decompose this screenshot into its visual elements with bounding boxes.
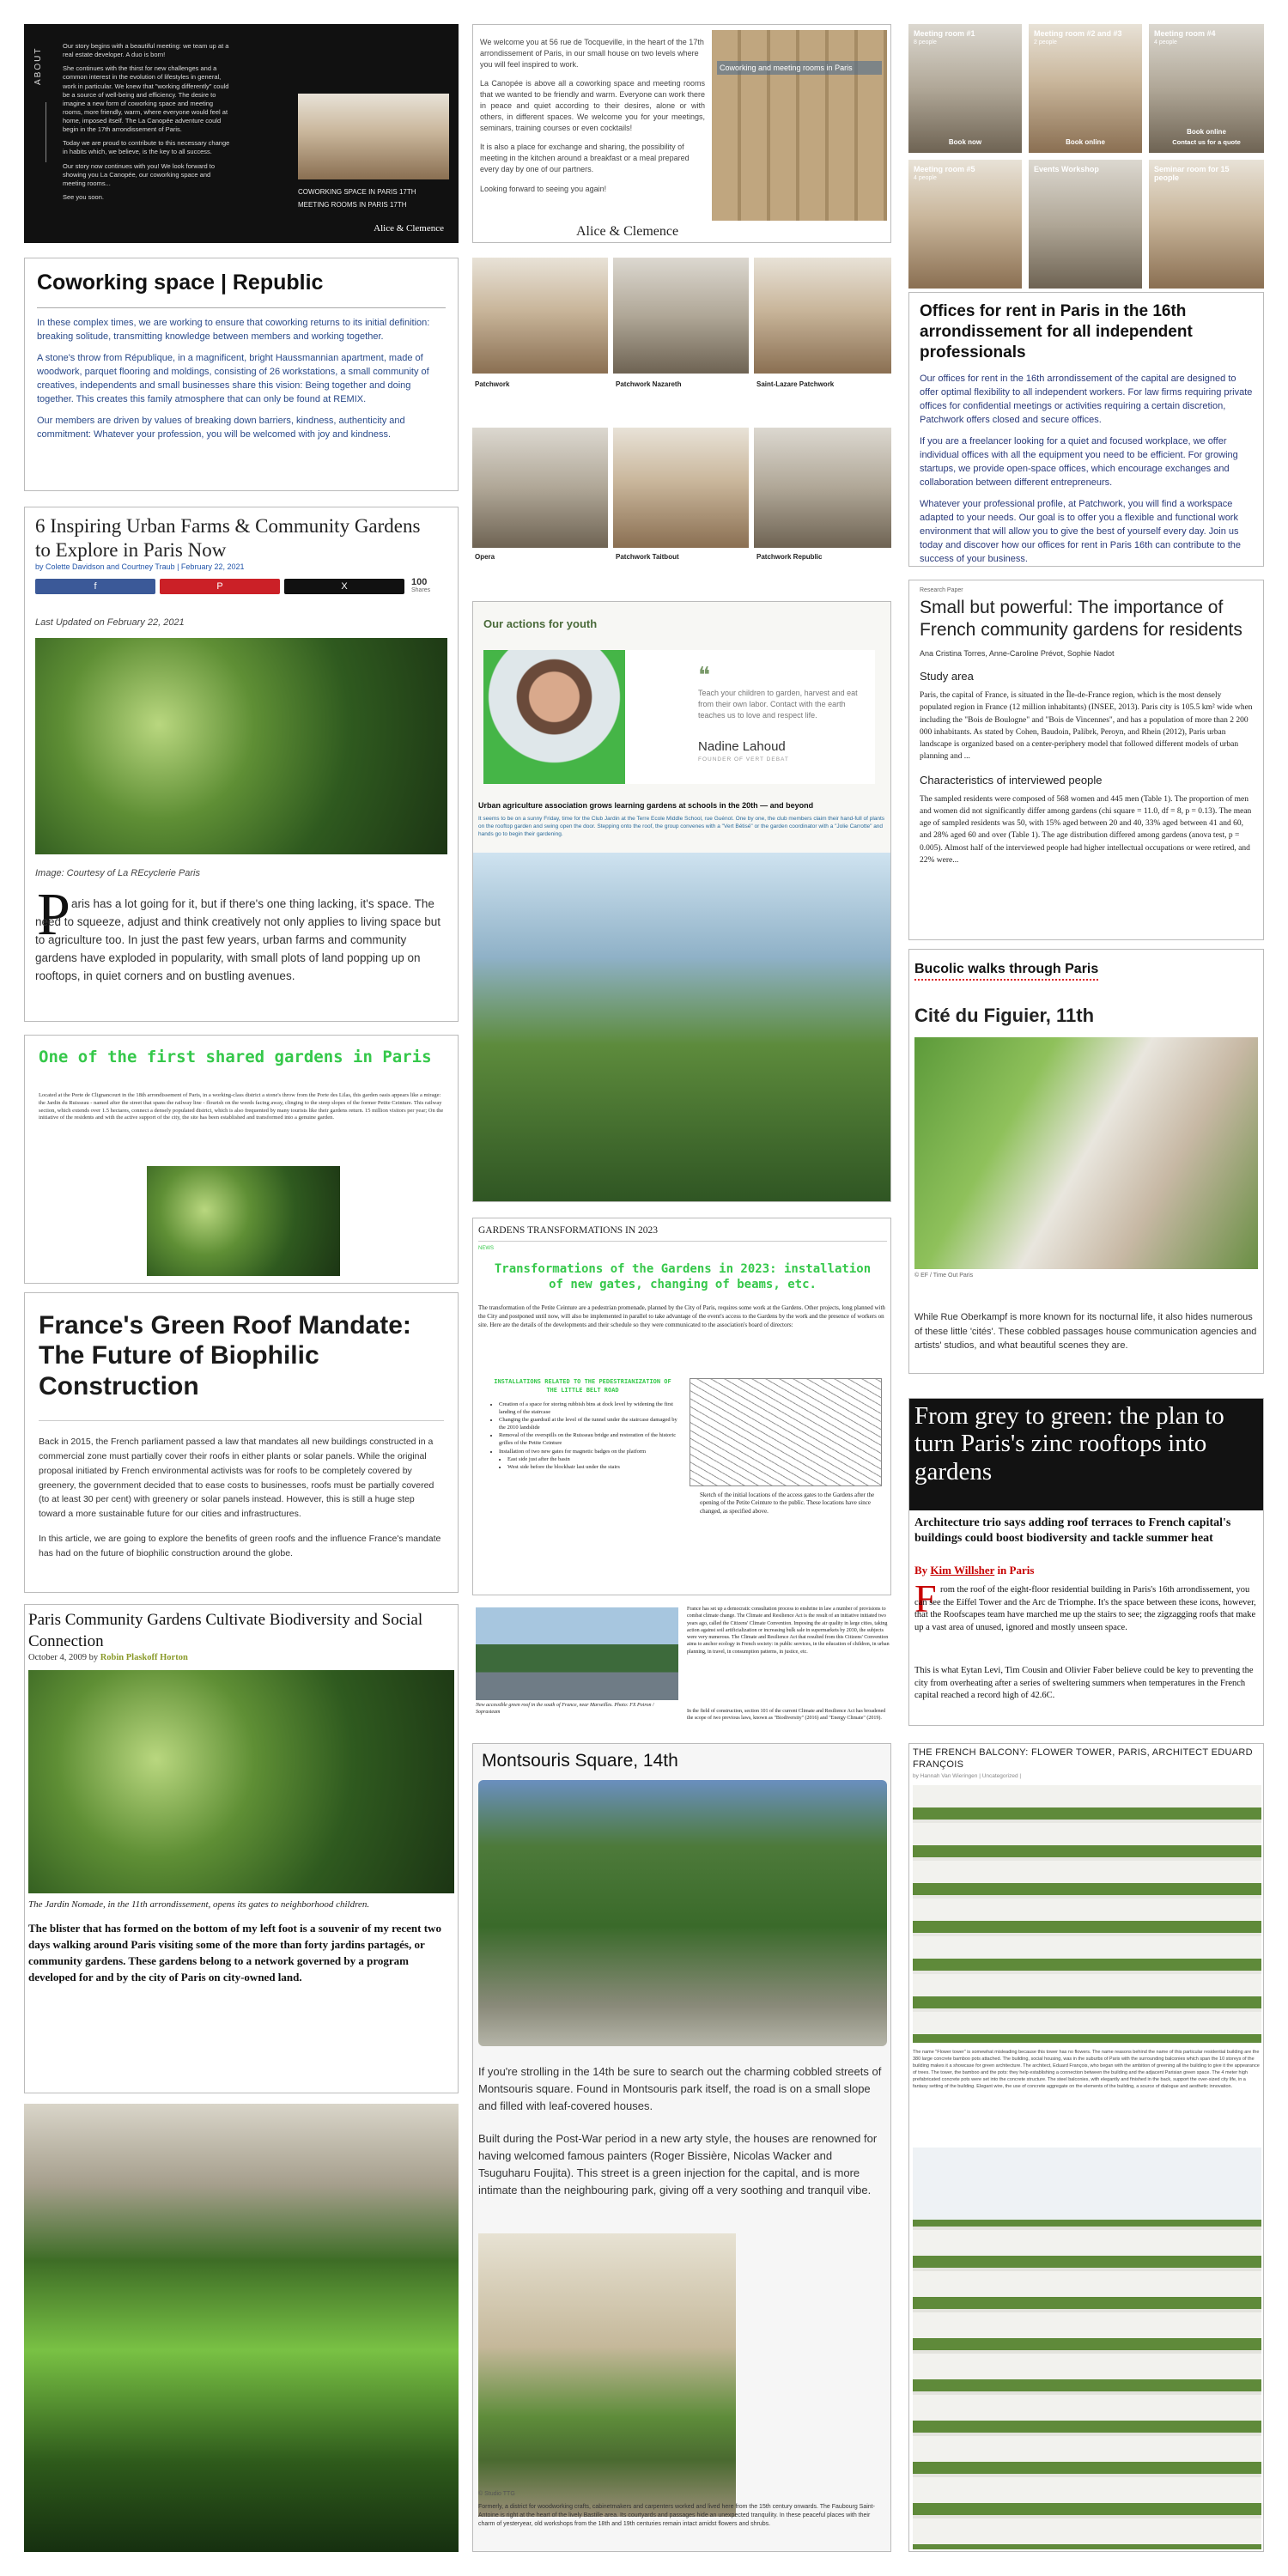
transform-bullet: • East side just after the basin xyxy=(507,1455,679,1463)
zinc-para2: This is what Eytan Levi, Tim Cousin and Olivier Faber believe could be key to preventing the city from overheating after a series of sweltering summers when temperatures in the French capital reached a record high of 42.6C. xyxy=(914,1666,1254,1701)
saint-antoine-photo xyxy=(478,2233,736,2517)
patchwork-item[interactable] xyxy=(754,428,891,591)
zinc-title: From grey to green: the plan to turn Paris's zinc rooftops into gardens xyxy=(914,1402,1224,1485)
transform-bullet: • Changing the guardrail at the level of the tunnel under the staircase damaged by the 2010 landslide xyxy=(499,1416,679,1431)
youth-heading: Our actions for youth xyxy=(483,617,598,630)
transform-bullet: • Removal of the overspills on the Ruisseau bridge and restoration of the historic grilles of the Petite Ceinture xyxy=(499,1431,679,1447)
urban-title: 6 Inspiring Urban Farms & Community Gardens to Explore in Paris Now xyxy=(35,515,421,561)
welcome-photo xyxy=(712,30,887,221)
room-tile[interactable] xyxy=(1149,24,1264,153)
transform-bullet: • Installation of two new gates for magnetic badges on the platform xyxy=(499,1448,679,1455)
patchwork-item-label: Patchwork Taitbout xyxy=(616,553,679,561)
share-x-button[interactable]: X xyxy=(284,579,404,594)
about-caption-1: COWORKING SPACE IN PARIS 17TH xyxy=(298,188,416,196)
bucolic-subtitle: Cité du Figuier, 11th xyxy=(914,1005,1095,1026)
offices-title: Offices for rent in Paris in the 16th arrondissement for all independent professionals xyxy=(920,302,1193,361)
roof-para2: In this article, we are going to explore the benefits of green roofs and the influence France's mandate has had on the future of biophilic construction around the globe. xyxy=(39,1533,441,1558)
about-para4: Our story now continues with you! We look forward to showing you La Canopée, our coworking space and meeting rooms... xyxy=(63,161,216,187)
coworking-para3: Our members are driven by values of breaking down barriers, kindness, authenticity and commitment: Whatever your profession, you will be welcomed with joy and kindness. xyxy=(37,415,405,440)
flower-photo-2 xyxy=(913,2148,1261,2549)
book-button[interactable]: Book online xyxy=(1187,128,1226,136)
bucolic-title: Bucolic walks through Paris xyxy=(914,962,1098,981)
montsouris-card xyxy=(472,1743,891,2552)
room-tile[interactable] xyxy=(1029,24,1142,153)
urban-byline: by Colette Davidson and Courtney Traub | February 22, 2021 xyxy=(35,562,245,571)
patchwork-card xyxy=(472,258,891,591)
welcome-para3: It is also a place for exchange and sharing, the possibility of meeting in the kitchen around a breakfast or a meal prepared every day by one of our partners. xyxy=(480,143,690,174)
roof-card xyxy=(24,1292,459,1593)
urban-photo xyxy=(35,638,447,854)
research-body2: The sampled residents were composed of 568 women and 445 men (Table 1). The proportion of men and women did not significantly differ among gardens (chi square = 11.0, df = 8, p = 0.13). The mean age of sampled residents was 50, with 15% aged between 20 and 40, 33% aged between 41 and 60, and 28% aged 60 and over (Table 1). The age distribution differed among gardens (anova test, p = 0.005). Almost half of the interviewed people had higher intellectual occupations or were retired, and 22% were... xyxy=(920,794,1252,865)
patchwork-item[interactable] xyxy=(472,428,608,591)
flower-title: THE FRENCH BALCONY: FLOWER TOWER, PARIS, ARCHITECT EDUARD FRANÇOIS xyxy=(913,1747,1253,1770)
youth-body: It seems to be on a sunny Friday, time for the Club Jardin at the Terre Ecole Middle School, rue Guénot. One by one, the club members claim their hand-full of plants on the rooftop garden and swing open the door. Stepping onto the roof, the group convenes with a "Vert Bétisé" or the garden coordinator with a "Jolie Carrotte" and hands go to begin their gardening. xyxy=(478,816,885,838)
transform-sketch-caption: Sketch of the initial locations of the access gates to the Gardens after the opening of the Petite Ceinture to the public. These locations have since changed, as specified above. xyxy=(700,1492,875,1515)
zinc-para1: rom the roof of the eight-floor residential building in Paris's 16th arrondissement, you can see the Eiffel Tower and the Arc de Triomphe. It's the space between these icons, however, that the Roofscapes team have marched me up the stairs to see; the zigzagging roofs that make up a vast area of unused, ignored and mostly unseen space. xyxy=(914,1585,1256,1633)
welcome-signature: Alice & Clemence xyxy=(576,224,679,239)
patchwork-item[interactable] xyxy=(613,258,749,421)
quote-link[interactable]: Contact us for a quote xyxy=(1172,138,1241,146)
research-authors: Ana Cristina Torres, Anne-Caroline Prévot, Sophie Nadot xyxy=(920,649,1115,659)
about-caption-2: MEETING ROOMS IN PARIS 17TH xyxy=(298,201,407,209)
coworking-para2: A stone's throw from République, in a magnificent, bright Haussmannian apartment, made of woodwork, parquet flooring and moldings, consisting of 26 workstations, a small community of creatives, independents and small businesses share this vision: Being together and doing together. This creates this family atmosphere that can only be found at REMIX. xyxy=(37,352,429,404)
coworking-title: Coworking space | Republic xyxy=(37,270,324,295)
patchwork-item[interactable] xyxy=(613,428,749,591)
biodiv-date: October 4, 2009 by xyxy=(28,1653,99,1662)
youth-caption: Urban agriculture association grows learning gardens at schools in the 20th — and beyond xyxy=(478,801,814,810)
patchwork-item-label: Patchwork xyxy=(475,380,510,388)
coworking-card xyxy=(24,258,459,491)
research-title: Small but powerful: The importance of French community gardens for residents xyxy=(920,598,1242,640)
room-title: Meeting room #2 and #3 xyxy=(1034,29,1122,38)
share-count: 100 xyxy=(411,577,428,587)
youth-portrait xyxy=(483,650,625,784)
about-photo xyxy=(298,94,449,179)
share-count-label: Shares xyxy=(411,587,431,593)
room-title: Events Workshop xyxy=(1034,165,1099,173)
roof-title: France's Green Roof Mandate: The Future of Biophilic Construction xyxy=(39,1311,411,1400)
room-title: Meeting room #5 xyxy=(914,165,975,173)
urban-card xyxy=(24,507,459,1022)
biodiv-card xyxy=(24,1604,459,2093)
bucolic-credit: © EF / Time Out Paris xyxy=(914,1273,974,1279)
coworking-para1: In these complex times, we are working to ensure that coworking returns to its initial definition: breaking solitude, transmitting knowledge between members and working together. xyxy=(37,318,430,342)
zinc-standfirst: Architecture trio says adding roof terraces to French capital's buildings could boost biodiversity and tackle summer heat xyxy=(914,1516,1231,1545)
biodiv-caption: The Jardin Nomade, in the 11th arrondissement, opens its gates to neighborhood children. xyxy=(28,1899,370,1910)
room-sub: 4 people xyxy=(1154,39,1177,46)
research-card xyxy=(908,580,1264,940)
research-label: Research Paper xyxy=(920,587,963,593)
green-building-photo xyxy=(24,2104,459,2552)
offices-para1: Our offices for rent in the 16th arrondissement of the capital are designed to offer optimal flexibility to all independent workers. For law firms requiring private offices for confidential meetings or activities requiring a certain discretion, Patchwork offers closed and secure offices. xyxy=(920,374,1253,426)
shared-photo xyxy=(147,1166,340,1276)
biodiv-author-link[interactable]: Robin Plaskoff Horton xyxy=(100,1653,188,1662)
montsouris-title: Montsouris Square, 14th xyxy=(482,1751,678,1771)
transform-sketch xyxy=(690,1378,882,1486)
patchwork-item-label: Opera xyxy=(475,553,495,561)
youth-card xyxy=(472,601,891,1202)
zinc-byline-place: in Paris xyxy=(997,1564,1035,1577)
research-section1: Study area xyxy=(920,670,974,683)
bucolic-body: While Rue Oberkampf is more known for its nocturnal life, it also hides numerous of these little 'cités'. These cobbled passages house communication agencies and artists' studios, and what beautiful scenes they are. xyxy=(914,1312,1257,1351)
about-para3: Today we are proud to contribute to this necessary change in habits which, we believe, is the key to all success. xyxy=(63,139,230,156)
transform-tag: NEWS xyxy=(478,1246,494,1251)
patchwork-item-label: Patchwork Republic xyxy=(756,553,823,561)
montsouris-para1: If you're strolling in the 14th be sure to search out the charming cobbled streets of Montsouris square. Found in Montsouris park itself, the road is on a small slope and filled with leaf-covered houses. xyxy=(478,2065,882,2113)
climate-roof-photo xyxy=(476,1607,678,1700)
room-title: Meeting room #1 xyxy=(914,29,975,38)
transform-bullet: • Creation of a space for storing rubbish bins at dock level by widening the first landing of the staircase xyxy=(499,1400,679,1416)
room-tile[interactable] xyxy=(908,160,1022,289)
transform-intro: The transformation of the Petite Ceinture are a pedestrian promenade, planned by the City of Paris, requires some work at the Gardens. Other projects, long planned with the City and postponed until now, will also be implemented in parallel to take advantage of the event's access to the Gardens by the work and the presence of workers on site. Here are the details of the developments and their schedule so they were communicated to the association's board of directors: xyxy=(478,1304,885,1328)
transform-header: GARDENS TRANSFORMATIONS IN 2023 xyxy=(478,1225,659,1236)
book-button[interactable]: Book now xyxy=(948,138,982,146)
climate-card xyxy=(472,1604,891,1735)
welcome-card xyxy=(472,24,891,243)
welcome-para4: Looking forward to seeing you again! xyxy=(480,184,607,193)
flower-body: The name "Flower tower" is somewhat misleading because this tower has no flowers. The name reasons behind the name of this particular residential building are the 380 large concrete bamboo pots attached. The building, social housing, was in the suburbs of Paris with the surrounding balconies which span the 10 storeys of the building makes it a showcase for green architecture. The architect, Eduard François, who began with the ambition of greening all the building to give it the appearance of trees. The tower, the bamboo and the pots: they help establishing a connection between the building and the adjacent Parisian green space. The 4 meter high prefabricated concrete pots were set into the concrete structure. The steel balconies, with elegantly and finished in the back, support the over-sized city life, in a fantasy setting of the building. Elegant wire, the use of concrete aggregate on the elements of the building, a source of dialogue and aesthetic innovation. xyxy=(913,2050,1260,2089)
montsouris-credit: © Studio TTG xyxy=(478,2491,515,2497)
transform-bullet: • West side before the blockhair last under the stairs xyxy=(507,1463,679,1471)
room-sub: 2 people xyxy=(1034,39,1057,46)
about-para1: Our story begins with a beautiful meeting: we team up at a real estate developer. A duo is born! xyxy=(63,42,229,59)
biodiv-photo xyxy=(28,1670,454,1893)
research-body1: Paris, the capital of France, is situated in the Île-de-France region, which is the most densely populated region in France (12 million inhabitants) (INSEE, 2013). Paris city is 105.5 km² wide when including the "Bois de Boulogne" and "Bois de Vincennes", and has a population of more than 2 200 000 inhabitants. As stated by Cohen, Baudoin, Palibrk, Peroyn, and Rhein (2012), Paris urban landscape is organized based on a center-periphery model that followed different models of urban planning and ... xyxy=(920,691,1253,762)
urban-image-credit: Image: Courtesy of La REcyclerie Paris xyxy=(35,868,200,878)
patchwork-item-label: Patchwork Nazareth xyxy=(616,380,682,388)
offices-para3: Whatever your professional profile, at Patchwork, you will find a workspace adapted to your needs. Our goal is to offer you a flexible and functional work environment that will allow you to give the best of yourself every day. Join us today and discover how our offices for rent in Paris 16th can contribute to the success of your business. xyxy=(920,498,1242,564)
montsouris-para2: Built during the Post-War period in a new arty style, the houses are renowned for having welcomed famous painters (Roger Bissière, Nicolas Wacker and Tsuguharu Foujita). This street is a green injection for the capital, and is more intimate than the neighbouring park, giving off a very soothing and tranquil vibe. xyxy=(478,2132,878,2197)
research-section2: Characteristics of interviewed people xyxy=(920,773,1103,787)
patchwork-item[interactable] xyxy=(754,258,891,421)
zinc-author-link[interactable]: Kim Willsher xyxy=(930,1564,995,1577)
about-para2: She continues with the thirst for new challenges and a common interest in the evolution of lifestyles in general, work in particular. We knew that "working differently" could be a source of well-being and efficiency. The desire to imagine a new form of coworking space and meeting rooms, more friendly, warm, where everyone would feel at home, imposed itself. The La Canopée adventure could begin in the 17th arrondissement of Paris. xyxy=(63,64,229,134)
about-side-label: ABOUT xyxy=(33,46,43,85)
urban-body: aris has a lot going for it, but if there's one thing lacking, it's space. The need to squeeze, adjust and think creatively not only applies to living space but to agriculture too. In just the past few years, urban farms and community gardens have exploded in popularity, with small plots of land popping up on rooftops, in quiet corners and on bustling avenues. xyxy=(35,897,441,982)
welcome-photo-caption: Coworking and meeting rooms in Paris xyxy=(717,61,882,75)
transform-card xyxy=(472,1218,891,1595)
montsouris-photo xyxy=(478,1780,887,2046)
welcome-para2: La Canopée is above all a coworking space and meeting rooms that we wanted to be friendly and warm. Everyone can work there in peace and quiet according to their desires, alone or with others, in different spaces. We welcome you for your meetings, seminars, training courses or even cocktails! xyxy=(480,79,705,133)
zinc-dropcap: F xyxy=(914,1577,937,1620)
share-pinterest-button[interactable]: P xyxy=(160,579,280,594)
youth-role: FOUNDER OF VERT DEBAT xyxy=(698,756,789,762)
zinc-byline-pre: By xyxy=(914,1564,928,1577)
urban-updated: Last Updated on February 22, 2021 xyxy=(35,617,185,628)
youth-quote: Teach your children to garden, harvest and eat from their own labor. Contact with the earth teaches us to love and respect life. xyxy=(698,689,858,720)
shared-body: Located at the Porte de Clignancourt in the 18th arrondissement of Paris, in a working-class district a stone's throw from the Porte des Lilas, this garden oasis appears like a mirage: the Jardin du Ruisseau - named after the street that spans the railway line - flourish on the weeds facing away, clinging to the steep slopes of the former Petite Ceinture. This railway section, which extends over 1.5 hectares, connect a densely populated district, which is also frequented by many tourists like their gardens return. 15 million visitors per year; On the initiative of the residents and with the active support of the city, the site has been established and transformed into a genuine garden. xyxy=(39,1092,444,1121)
youth-name: Nadine Lahoud xyxy=(698,739,786,754)
flower-card xyxy=(908,1743,1264,2552)
about-signature: Alice & Clemence xyxy=(374,223,444,234)
montsouris-para3: Formerly, a district for woodworking crafts, cabinetmakers and carpenters worked and lived here from the 15th century onwards. The Faubourg Saint-Antoine is right at the heart of the lively Bastille area. Its courtyards and passages hide an unexpected tranquility. In these peaceful places with their charm of yesteryear, old workshops from the 18th and 19th centuries remain intact amidst flowers and shrubs. xyxy=(478,2504,875,2527)
bucolic-photo xyxy=(914,1037,1258,1269)
shared-card xyxy=(24,1035,459,1284)
offices-para2: If you are a freelancer looking for a quiet and focused workplace, we offer individual offices with all the equipment you need to be efficient. For growing startups, we provide open-space offices, which encourage exchanges and collaboration between different entrepreneurs. xyxy=(920,436,1238,488)
patchwork-item-label: Saint-Lazare Patchwork xyxy=(756,380,835,388)
quote-mark-icon: ❝ xyxy=(698,662,710,688)
welcome-para1: We welcome you at 56 rue de Tocqueville, in the heart of the 17th arrondissement of Paris, in our small house on two levels where you will feel inspired to work. xyxy=(480,38,704,70)
share-facebook-button[interactable]: f xyxy=(35,579,155,594)
transform-title: Transformations of the Gardens in 2023: installation of new gates, changing of beams, etc. xyxy=(494,1262,872,1292)
shared-title: One of the first shared gardens in Paris xyxy=(39,1048,432,1066)
youth-greenhouse-photo xyxy=(473,853,891,1202)
room-title: Seminar room for 15 people xyxy=(1154,165,1230,182)
biodiv-title: Paris Community Gardens Cultivate Biodiversity and Social Connection xyxy=(28,1611,423,1650)
zinc-card xyxy=(908,1398,1264,1726)
rooms-card xyxy=(908,24,1264,289)
biodiv-body: The blister that has formed on the bottom of my left foot is a souvenir of my recent two days walking around Paris visiting some of the more than forty jardins partagés, or community gardens. These gardens belong to a network governed by a program developed for and by the city of Paris on city-owned land. xyxy=(28,1922,441,1984)
offices-card xyxy=(908,292,1264,567)
urban-dropcap: P xyxy=(37,882,70,948)
about-para5: See you soon. xyxy=(63,192,104,201)
patchwork-item[interactable] xyxy=(472,258,608,421)
room-tile[interactable] xyxy=(908,24,1022,153)
bucolic-card xyxy=(908,949,1264,1374)
climate-para2: In the field of construction, section 101 of the current Climate and Resilience Act has broadened the scope of two previous laws, known as "Biodiversity" (2016) and "Energy Climate" (2019). xyxy=(687,1709,886,1722)
book-button[interactable]: Book online xyxy=(1066,138,1105,146)
climate-para1: France has set up a democratic consultation process to enshrine in law a number of provisions to combat climate change. The Climate and Resilience Act is the result of an initiative initiated two years ago, called the Citizens' Climate Convention. Imposing the air quality in large cities, taking action against soil artificialization or increasing bulk sale in supermarkets by 2030, the subjects were very numerous. The Climate and Resilience Act that resulted from this Citizens' Convention aims to anchor ecology in French society: in public services, in the education of children, in urban planning, in travel, in consumption patterns, in justice, etc. xyxy=(687,1607,890,1655)
transform-subtitle: INSTALLATIONS RELATED TO THE PEDESTRIANIZATION OF THE LITTLE BELT ROAD xyxy=(494,1378,671,1394)
room-tile[interactable] xyxy=(1029,160,1142,289)
room-tile[interactable] xyxy=(1149,160,1264,289)
climate-photo-caption: New accessible green roof in the south of France, near Marseilles. Photo: FX Poiron / Soprasteam xyxy=(476,1703,654,1716)
room-sub: 8 people xyxy=(914,39,937,46)
flower-meta: by Hannah Van Wieringen | Uncategorized | xyxy=(913,1773,1022,1779)
room-title: Meeting room #4 xyxy=(1154,29,1216,38)
about-card xyxy=(24,24,459,243)
room-sub: 4 people xyxy=(914,175,937,181)
flower-photo-1 xyxy=(913,1785,1261,2043)
roof-para1: Back in 2015, the French parliament passed a law that mandates all new buildings constructed in a commercial zone must partially cover their roofs in either plants or solar panels. While the original proposal initiated by French environmental activists was for roofs to be completely covered by greenery, the government decided that to ease costs to businesses, roofs must be partially covered (to at least 30 per cent) with greenery or solar panels instead. However, this is still a huge step toward a more sustainable future for our cities and infrastructures. xyxy=(39,1437,434,1520)
transform-bullets xyxy=(490,1400,679,1471)
